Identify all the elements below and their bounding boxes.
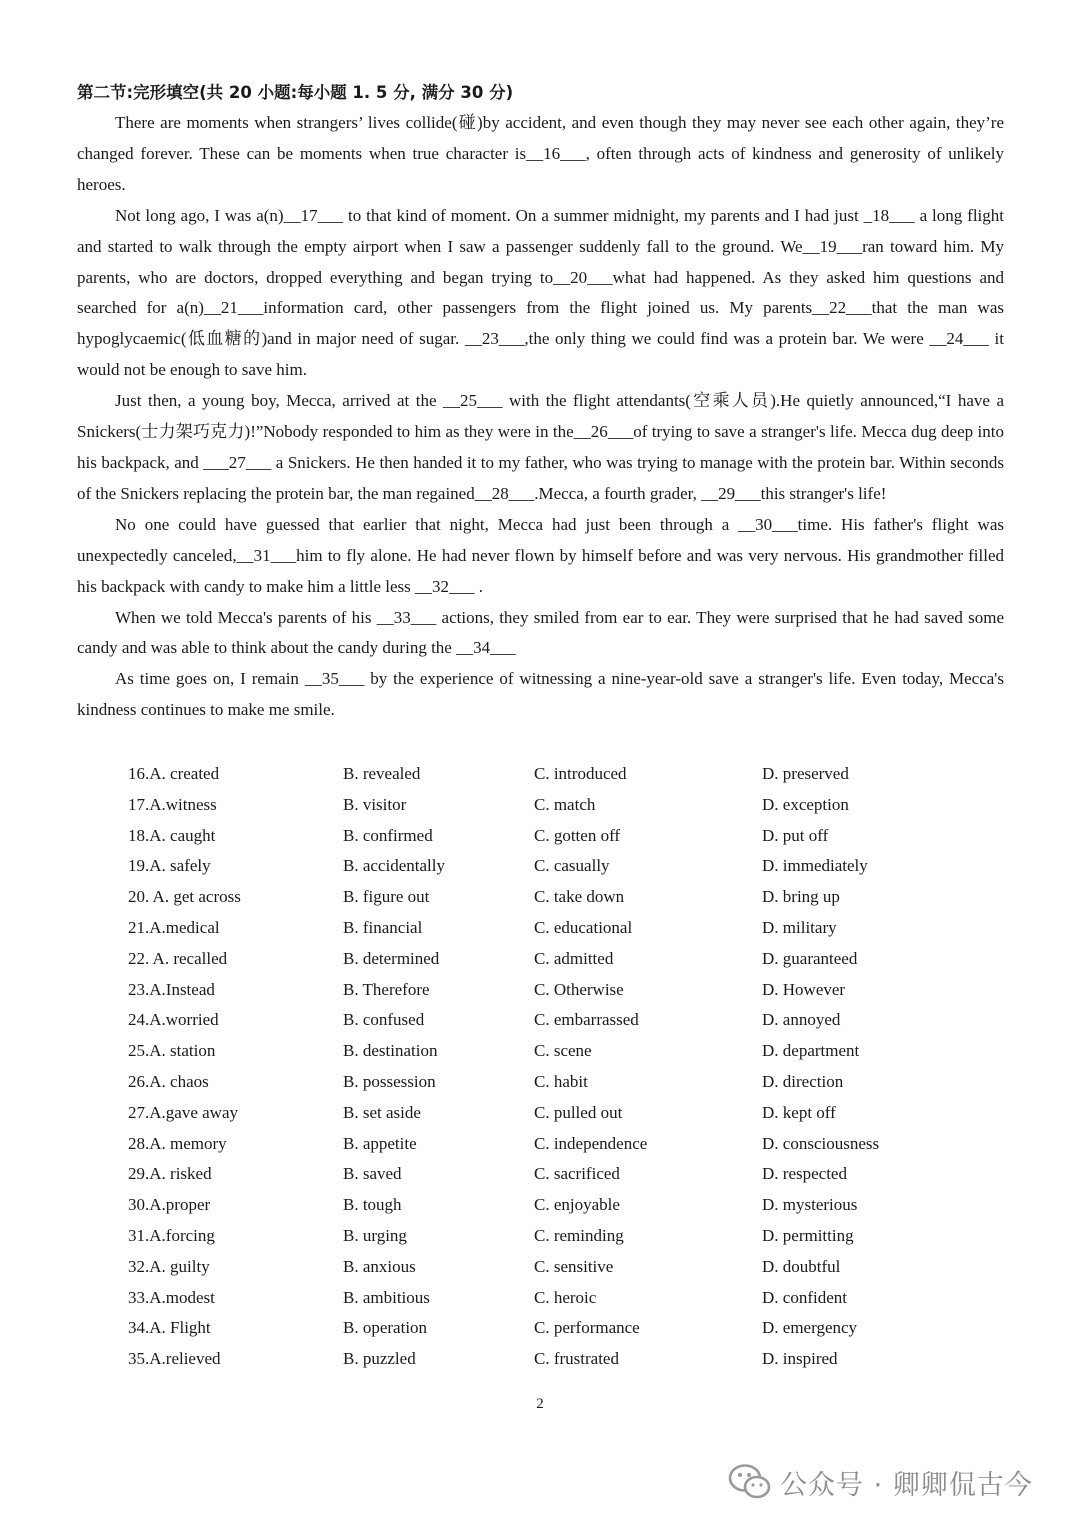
option-row xyxy=(128,851,988,882)
option-row xyxy=(128,1313,988,1344)
option-row xyxy=(128,1252,988,1283)
section-title: 第二节:完形填空(共 20 小题:每小题 1. 5 分, 满分 30 分) xyxy=(77,83,514,102)
option-b: B. confirmed xyxy=(343,825,433,845)
option-d: D. military xyxy=(762,917,837,937)
option-a: 23.A.Instead xyxy=(128,979,215,999)
article xyxy=(77,78,1004,726)
option-b: B. determined xyxy=(343,948,440,968)
option-d: D. consciousness xyxy=(762,1133,880,1153)
option-b: B. financial xyxy=(343,917,423,937)
watermark xyxy=(728,1460,1033,1504)
option-d: D. kept off xyxy=(762,1102,836,1122)
option-a: 18.A. caught xyxy=(128,825,216,845)
option-a: 32.A. guilty xyxy=(128,1256,210,1276)
option-a: 16.A. created xyxy=(128,764,220,783)
option-row xyxy=(128,1190,988,1221)
option-row xyxy=(128,821,988,852)
option-c: C. sacrificed xyxy=(534,1164,620,1184)
wechat-icon xyxy=(728,1462,772,1502)
option-c: C. habit xyxy=(534,1071,588,1091)
option-row xyxy=(128,1005,988,1036)
option-b: B. possession xyxy=(343,1071,436,1091)
option-d: D. inspired xyxy=(762,1349,838,1369)
option-d: D. annoyed xyxy=(762,1010,841,1030)
option-row xyxy=(128,975,988,1006)
option-a: 17.A.witness xyxy=(128,794,217,814)
option-b: B. Therefore xyxy=(343,979,430,999)
option-d: D. mysterious xyxy=(762,1195,858,1215)
option-a: 24.A.worried xyxy=(128,1010,219,1030)
paragraph-6: As time goes on, I remain __35___ by the experience of witnessing a nine-year-old save a stranger's life. Even today, Mecca's kindness continues to make me smile. xyxy=(77,669,1004,720)
option-b: B. urging xyxy=(343,1225,407,1245)
watermark-text: 公众号 · 卿卿侃古今 xyxy=(780,1469,1033,1501)
option-row xyxy=(128,790,988,821)
option-d: D. exception xyxy=(762,794,849,814)
option-d: D. respected xyxy=(762,1164,847,1184)
option-a: 30.A.proper xyxy=(128,1195,211,1215)
option-d: D. bring up xyxy=(762,887,840,907)
option-d: D. However xyxy=(762,979,846,999)
option-row xyxy=(128,759,988,790)
option-a: 19.A. safely xyxy=(128,856,211,876)
page-number: 2 xyxy=(536,1396,544,1412)
option-c: C. performance xyxy=(534,1318,640,1338)
option-d: D. confident xyxy=(762,1287,847,1307)
option-b: B. figure out xyxy=(343,887,430,907)
option-d: D. doubtful xyxy=(762,1256,841,1276)
option-a: 29.A. risked xyxy=(128,1164,212,1184)
option-row xyxy=(128,1098,988,1129)
option-row xyxy=(128,1129,988,1160)
option-c: C. embarrassed xyxy=(534,1010,639,1030)
option-c: C. sensitive xyxy=(534,1256,614,1276)
option-c: C. admitted xyxy=(534,948,614,968)
option-b: B. appetite xyxy=(343,1133,417,1153)
option-b: B. confused xyxy=(343,1010,425,1030)
answer-options xyxy=(128,759,988,1375)
option-row xyxy=(128,1067,988,1098)
option-c: C. educational xyxy=(534,917,633,937)
option-c: C. casually xyxy=(534,856,610,876)
option-a: 25.A. station xyxy=(128,1041,216,1061)
option-row xyxy=(128,1283,988,1314)
option-b: B. operation xyxy=(343,1318,428,1338)
option-d: D. guaranteed xyxy=(762,948,858,968)
option-b: B. revealed xyxy=(343,764,421,783)
option-c: C. frustrated xyxy=(534,1349,619,1369)
option-d: D. put off xyxy=(762,825,829,845)
option-c: C. independence xyxy=(534,1133,648,1153)
option-b: B. visitor xyxy=(343,794,407,814)
option-a: 34.A. Flight xyxy=(128,1318,211,1338)
option-c: C. match xyxy=(534,794,596,814)
paragraph-3: Just then, a young boy, Mecca, arrived at the __25___ with the flight attendants(空乘人员).He quietly announced,“I have a Snickers(士力架巧克力)!”Nobody responded to him as they were in the__26___of trying to save a stranger's life. Mecca dug deep into his backpack, and ___27___ a Snickers. He then handed it to my father, who was trying to manage with the protein bar. Within seconds of the Snickers replacing the protein bar, the man regained__28___.Mecca, a fourth grader, __29___this stranger's life! xyxy=(77,391,1004,503)
option-b: B. puzzled xyxy=(343,1349,416,1369)
option-b: B. destination xyxy=(343,1041,438,1061)
paragraph-2: Not long ago, I was a(n)__17___ to that kind of moment. On a summer midnight, my parents and I had just _18___ a long flight and started to walk through the empty airport when I saw a passenger suddenly fall to the ground. We__19___ran toward him. My parents, who are doctors, dropped everything and began trying to__20___what had happened. As they asked him questions and searched for a(n)__21___information card, other passengers from the flight joined us. My parents__22___that the man was hypoglycaemic(低血糖的)and in major need of sugar. __23___,the only thing we could find was a protein bar. We were __24___ it would not be enough to save him. xyxy=(77,205,1004,380)
option-d: D. department xyxy=(762,1041,860,1061)
option-d: D. direction xyxy=(762,1071,844,1091)
option-row xyxy=(128,1159,988,1190)
option-b: B. tough xyxy=(343,1195,402,1215)
option-a: 27.A.gave away xyxy=(128,1102,238,1122)
paragraph-1: There are moments when strangers’ lives collide(碰)by accident, and even though they may never see each other again, they’re changed forever. These can be moments when true character is__16___, often through acts of kindness and generosity of unlikely heroes. xyxy=(77,113,1004,194)
option-a: 20. A. get across xyxy=(128,887,241,907)
option-b: B. anxious xyxy=(343,1256,416,1276)
option-row xyxy=(128,913,988,944)
option-a: 35.A.relieved xyxy=(128,1349,221,1369)
option-c: C. introduced xyxy=(534,764,627,783)
option-c: C. heroic xyxy=(534,1287,597,1307)
option-a: 22. A. recalled xyxy=(128,948,228,968)
option-d: D. immediately xyxy=(762,856,868,876)
option-c: C. enjoyable xyxy=(534,1195,620,1215)
option-c: C. pulled out xyxy=(534,1102,623,1122)
option-b: B. accidentally xyxy=(343,856,445,876)
option-row xyxy=(128,944,988,975)
option-b: B. set aside xyxy=(343,1102,421,1122)
option-c: C. scene xyxy=(534,1041,592,1061)
option-b: B. ambitious xyxy=(343,1287,430,1307)
option-a: 33.A.modest xyxy=(128,1287,215,1307)
option-row xyxy=(128,1036,988,1067)
option-c: C. gotten off xyxy=(534,825,621,845)
option-c: C. reminding xyxy=(534,1225,624,1245)
option-d: D. emergency xyxy=(762,1318,858,1338)
option-c: C. take down xyxy=(534,887,625,907)
option-c: C. Otherwise xyxy=(534,979,624,999)
paragraph-5: When we told Mecca's parents of his __33___ actions, they smiled from ear to ear. They were surprised that he had saved some candy and was able to think about the candy during the __34___ xyxy=(77,607,1004,658)
option-b: B. saved xyxy=(343,1164,402,1184)
option-a: 28.A. memory xyxy=(128,1133,227,1153)
option-d: D. preserved xyxy=(762,764,849,783)
paragraph-4: No one could have guessed that earlier that night, Mecca had just been through a __30___time. His father's flight was unexpectedly canceled,__31___him to fly alone. He had never flown by himself before and was very nervous. His grandmother filled his backpack with candy to make him a little less __32___ . xyxy=(77,514,1004,596)
option-row xyxy=(128,1221,988,1252)
option-a: 26.A. chaos xyxy=(128,1071,209,1091)
option-d: D. permitting xyxy=(762,1225,854,1245)
option-a: 31.A.forcing xyxy=(128,1225,215,1245)
option-row xyxy=(128,1344,988,1375)
option-a: 21.A.medical xyxy=(128,917,220,937)
option-row xyxy=(128,882,988,913)
